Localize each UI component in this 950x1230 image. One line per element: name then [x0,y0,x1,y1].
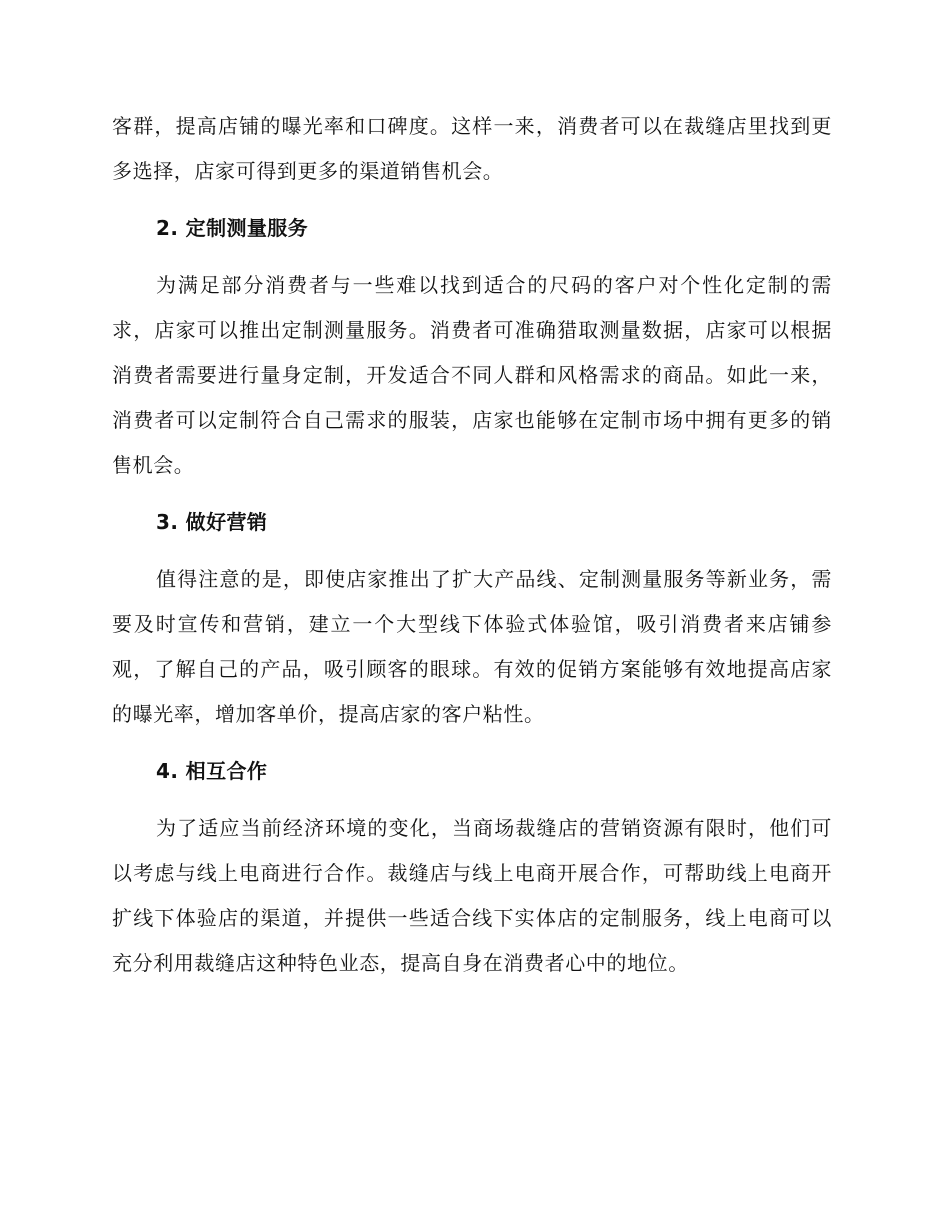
section-heading: 4. 相互合作 [156,759,268,783]
section-body: 为满足部分消费者与一些难以找到适合的尺码的客户对个性化定制的需求，店家可以推出定制测量服务。消费者可准确猎取测量数据，店家可以根据消费者需要进行量身定制，开发适合不同人群和风格需求的商品。如此一来，消费者可以定制符合自己需求的服装，店家也能够在定制市场中拥有更多的销售机会。 [112,273,832,477]
section-custom-measurement [112,206,832,488]
section-body: 值得注意的是，即使店家推出了扩大产品线、定制测量服务等新业务，需要及时宣传和营销，建立一个大型线下体验式体验馆，吸引消费者来店铺参观，了解自己的产品，吸引顾客的眼球。有效的促销方案能够有效地提高店家的曝光率，增加客单价，提高店家的客户粘性。 [112,567,832,726]
section-body: 为了适应当前经济环境的变化，当商场裁缝店的营销资源有限时，他们可以考虑与线上电商进行合作。裁缝店与线上电商开展合作，可帮助线上电商开扩线下体验店的渠道，并提供一些适合线下实体店的定制服务，线上电商可以充分利用裁缝店这种特色业态，提高自身在消费者心中的地位。 [112,816,832,975]
intro-paragraph: 客群，提高店铺的曝光率和口碑度。这样一来，消费者可以在裁缝店里找到更多选择，店家可得到更多的渠道销售机会。 [112,114,832,183]
document-content [112,104,832,986]
section-heading: 3. 做好营销 [156,510,268,534]
section-marketing [112,500,832,737]
section-heading: 2. 定制测量服务 [156,216,309,240]
section-cooperation [112,749,832,986]
